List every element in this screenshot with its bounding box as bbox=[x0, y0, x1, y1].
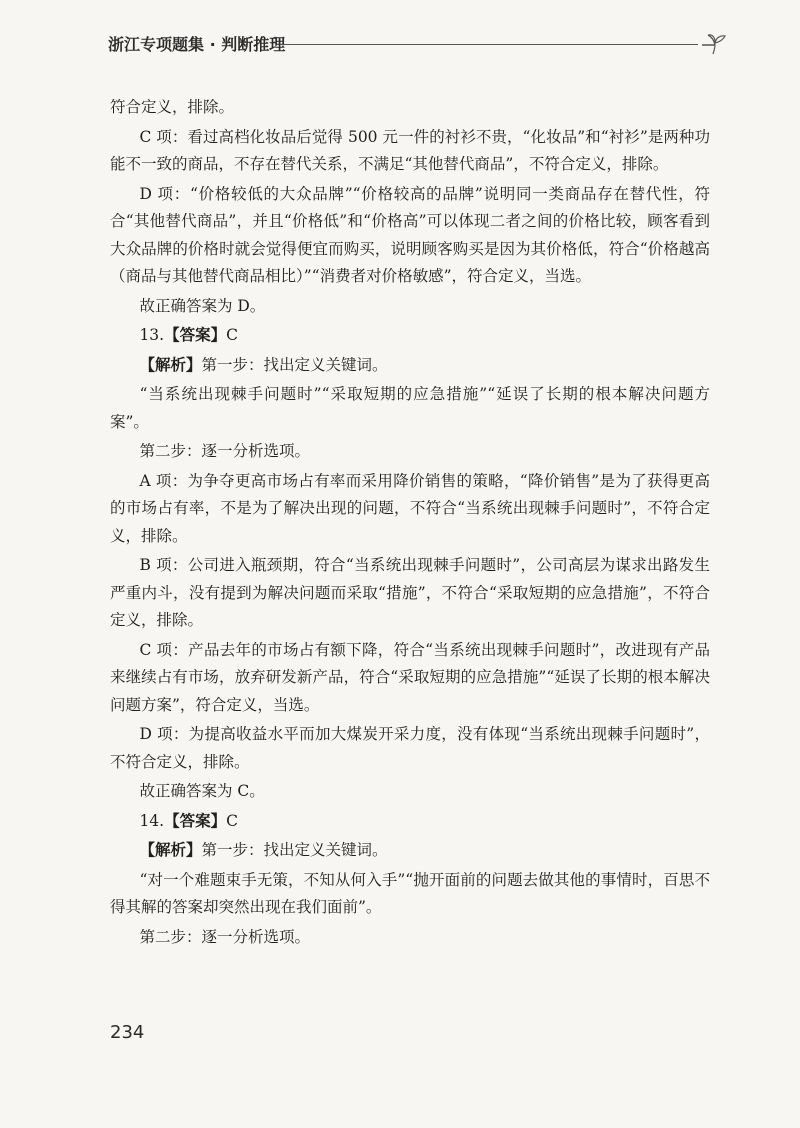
analysis-label: 【解析】 bbox=[139, 355, 202, 374]
header-title: 浙江专项题集 · 判断推理 bbox=[108, 35, 286, 54]
question-number: 14. bbox=[139, 811, 165, 830]
page-header bbox=[108, 28, 728, 62]
header-rule bbox=[280, 44, 698, 45]
analysis-step: 第一步：找出定义关键词。 bbox=[201, 841, 388, 859]
paragraph: A 项：为争夺更高市场占有率而采用降价销售的策略，“降价销售”是为了获得更高的市场占有率，不是为了解决出现的问题，不符合“当系统出现棘手问题时”，不符合定义，排除。 bbox=[110, 471, 710, 545]
paragraph: D 项：为提高收益水平而加大煤炭开采力度，没有体现“当系统出现棘手问题时”，不符合定义，排除。 bbox=[110, 725, 710, 771]
analysis-step: 第一步：找出定义关键词。 bbox=[201, 355, 388, 374]
paragraph: 第二步：逐一分析选项。 bbox=[139, 927, 310, 946]
q14-answer-line bbox=[110, 808, 710, 836]
answer-explanation-body bbox=[110, 94, 710, 953]
paragraph: 符合定义，排除。 bbox=[110, 98, 235, 116]
sprout-icon bbox=[698, 28, 728, 58]
paragraph: 故正确答案为 D。 bbox=[139, 296, 266, 315]
q13-analysis-line bbox=[110, 352, 710, 380]
q13-answer-line bbox=[110, 322, 710, 350]
answer-value: C bbox=[226, 811, 238, 830]
paragraph: “对一个难题束手无策，不知从何入手”“抛开面前的问题去做其他的事情时，百思不得其解的答案却突然出现在我们面前”。 bbox=[110, 870, 710, 916]
question-number: 13. bbox=[139, 326, 165, 344]
q14-analysis-line bbox=[110, 837, 710, 865]
answer-value: C bbox=[226, 326, 238, 344]
answer-label: 【答案】 bbox=[164, 811, 227, 830]
paragraph: C 项：产品去年的市场占有额下降，符合“当系统出现棘手问题时”，改进现有产品来继续占有市场，放弃研发新产品，符合“采取短期的应急措施”“延误了长期的根本解决问题方案”，符合定义，当选。 bbox=[110, 640, 710, 714]
answer-label: 【答案】 bbox=[164, 326, 227, 344]
paragraph: B 项：公司进入瓶颈期，符合“当系统出现棘手问题时”，公司高层为谋求出路发生严重内斗，没有提到为解决问题而采取“措施”，不符合“采取短期的应急措施”，不符合定义，排除。 bbox=[110, 556, 710, 629]
paragraph: C 项：看过高档化妆品后觉得 500 元一件的衬衫不贵，“化妆品”和“衬衫”是两种功能不一致的商品，不存在替代关系，不满足“其他替代商品”，不符合定义，排除。 bbox=[110, 127, 710, 173]
paragraph: 故正确答案为 C。 bbox=[139, 782, 265, 800]
paragraph: “当系统出现棘手问题时”“采取短期的应急措施”“延误了长期的根本解决问题方案”。 bbox=[110, 385, 710, 431]
page-number: 234 bbox=[110, 1022, 145, 1043]
paragraph: 第二步：逐一分析选项。 bbox=[139, 442, 310, 460]
paragraph: D 项：“价格较低的大众品牌”“价格较高的品牌”说明同一类商品存在替代性，符合“其他替代商品”，并且“价格低”和“价格高”可以体现二者之间的价格比较，顾客看到大众品牌的价格时就会觉得便宜而购买，说明顾客购买是因为其价格低，符合“价格越高（商品与其他替代商品相比）”“消费者对价格敏感”，符合定义，当选。 bbox=[110, 184, 710, 285]
analysis-label: 【解析】 bbox=[139, 841, 202, 859]
